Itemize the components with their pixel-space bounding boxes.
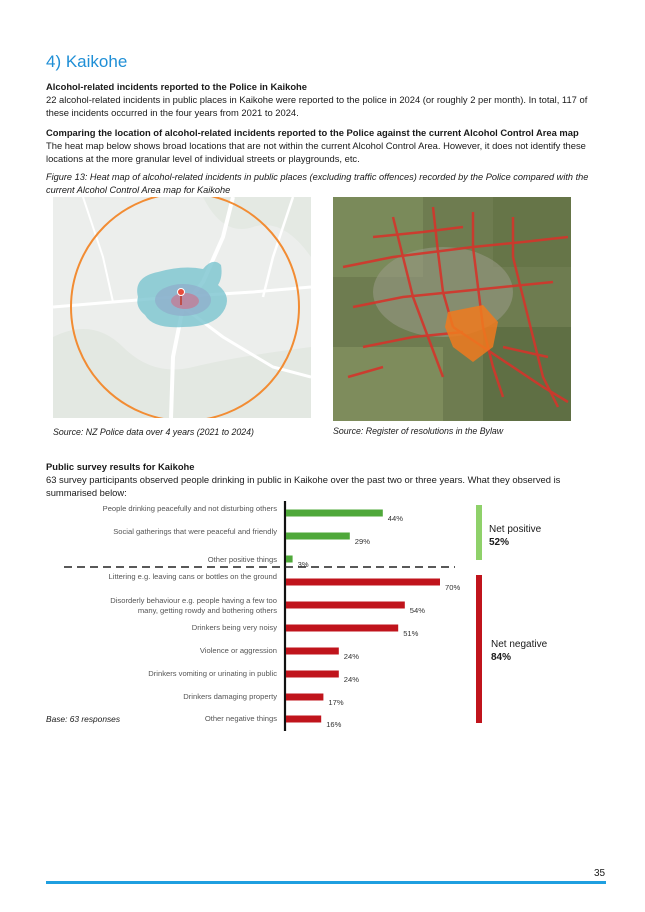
page-number: 35 (594, 868, 606, 879)
incidents-title: Alcohol-related incidents reported to the Police in Kaikohe (46, 81, 307, 92)
value-label-1: 44% (387, 514, 403, 523)
bar-9 (286, 694, 323, 701)
comparison-title: Comparing the location of alcohol-related incidents reported to the Police against the current Alcohol Control Area map (46, 127, 579, 138)
net-positive-text: Net positive (489, 524, 542, 535)
category-label-10: Other negative things (204, 714, 277, 723)
value-label-10: 16% (326, 720, 342, 729)
base-note: Base: 63 responses (46, 714, 121, 724)
heat-map-graphic (53, 197, 311, 418)
bar-8 (286, 671, 339, 678)
value-label-6: 51% (403, 629, 419, 638)
bar-3 (286, 556, 293, 563)
value-label-2: 29% (354, 537, 370, 546)
net-positive-label (489, 523, 541, 549)
survey-title: Public survey results for Kaikohe (46, 461, 195, 472)
category-label-7: Violence or aggression (199, 646, 277, 655)
net-negative-label (491, 638, 547, 664)
bar-10 (286, 716, 321, 723)
aca-map-graphic (333, 197, 571, 421)
survey-section (46, 460, 606, 499)
value-label-8: 24% (343, 675, 359, 684)
incidents-body: 22 alcohol-related incidents in public places in Kaikohe were reported to the police in 2024 (or roughly 2 per month). In total, 117 of these incidents occurred in the four years from 2021 to 2024. (46, 94, 588, 118)
value-label-9: 17% (328, 698, 344, 707)
heat-map (53, 197, 311, 418)
bar-1 (286, 510, 383, 517)
figure-caption: Figure 13: Heat map of alcohol-related incidents in public places (excluding traffic offences) recorded by the Police compared with the current Alcohol Control Area map for Kaikohe (46, 172, 589, 195)
category-label-3: Other positive things (207, 555, 277, 564)
aca-map (333, 197, 571, 421)
bar-7 (286, 648, 339, 655)
incidents-section (46, 80, 606, 119)
net-negative-value: 84% (491, 652, 512, 663)
page-heading: 4) Kaikohe (46, 52, 128, 71)
category-label-2: Social gatherings that were peaceful and friendly (113, 527, 277, 536)
category-label-1: People drinking peacefully and not disturbing others (102, 504, 277, 513)
footer-rule (46, 881, 606, 884)
bar-2 (286, 533, 350, 540)
value-label-5: 54% (409, 606, 425, 615)
bar-6 (286, 625, 398, 632)
source-left: Source: NZ Police data over 4 years (2021 to 2024) (53, 427, 254, 437)
net-negative-text: Net negative (491, 639, 548, 650)
category-label-6: Drinkers being very noisy (191, 623, 277, 632)
value-label-4: 70% (445, 583, 461, 592)
comparison-body: The heat map below shows broad locations that are not within the current Alcohol Control Area. However, it does not identify these locations at the more granular level of individual streets or playgrounds, etc. (46, 140, 586, 164)
net-negative-bar (476, 575, 482, 723)
category-label-5: Disorderly behaviour e.g. people having a few too many, getting rowdy and bothering others (110, 596, 277, 615)
value-label-7: 24% (343, 652, 359, 661)
net-positive-bar (476, 505, 482, 560)
category-label-4: Littering e.g. leaving cans or bottles on the ground (108, 572, 277, 581)
net-positive-value: 52% (489, 537, 510, 548)
category-label-9: Drinkers damaging property (183, 692, 277, 701)
source-right: Source: Register of resolutions in the Bylaw (333, 426, 504, 436)
bar-4 (286, 579, 440, 586)
survey-body: 63 survey participants observed people drinking in public in Kaikohe over the past two or three years. What they observed is summarised below: (46, 474, 561, 498)
category-label-8: Drinkers vomiting or urinating in public (148, 669, 277, 678)
bar-5 (286, 602, 405, 609)
value-label-3: 3% (297, 560, 309, 569)
comparison-section (46, 126, 606, 165)
